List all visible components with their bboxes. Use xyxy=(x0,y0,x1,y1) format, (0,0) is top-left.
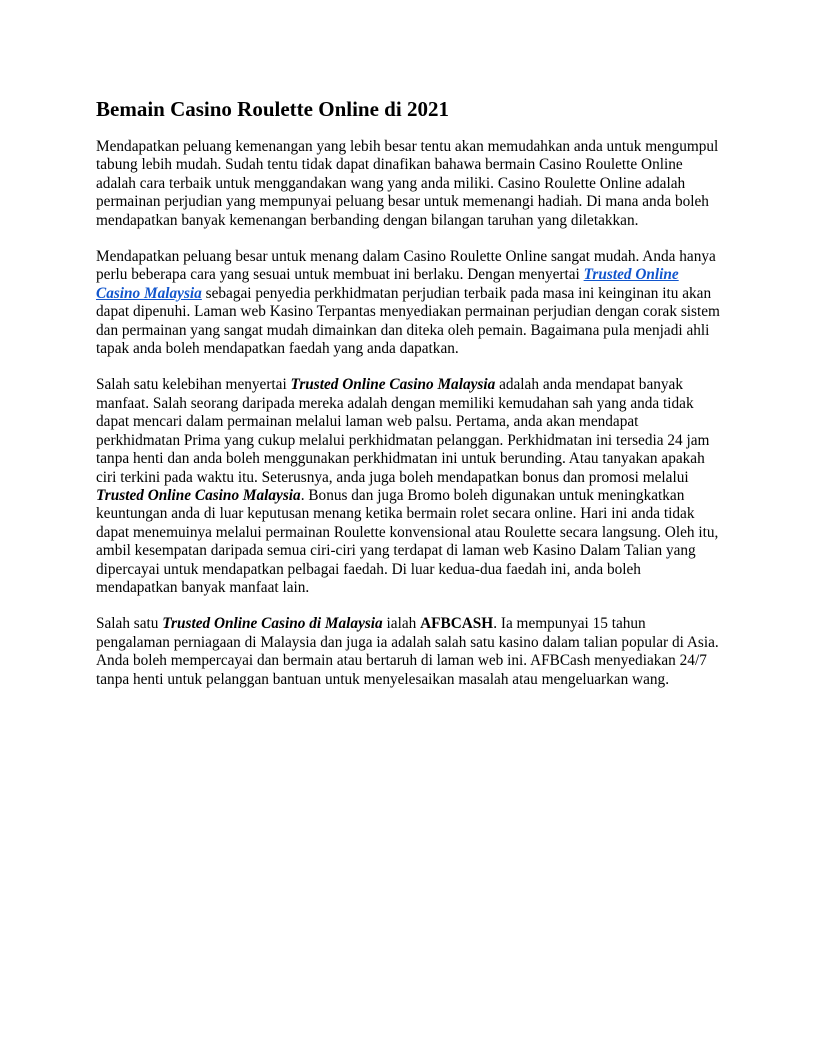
trusted-online-casino-malaysia-link[interactable]: Trusted Online Casino Malaysia xyxy=(96,266,679,302)
paragraph-3-text-3: . Bonus dan juga Bromo boleh digunakan untuk meningkatkan keuntungan anda di luar keputusan menang ketika bermain rolet secara online. Hari ini anda tidak dapat menemuinya melalui permainan Roulette konvensional atau Roulette secara langsung. Oleh itu, ambil kesempatan daripada semua ciri-ciri yang terdapat di laman web Kasino Dalam Talian yang dipercayai untuk mendapatkan pelbagai faedah. Di luar kedua-dua faedah ini, anda boleh mendapatkan banyak manfaat lain. xyxy=(96,486,719,596)
document-page xyxy=(96,96,720,707)
paragraph-4-text-2: ialah xyxy=(382,615,421,633)
paragraph-2-text-end: sebagai penyedia perkhidmatan perjudian terbaik pada masa ini keinginan itu akan dapat dipenuhi. Laman web Kasino Terpantas menyediakan permainan perjudian dengan corak sistem dan permainan yang sangat mudah dimainkan dan diteka oleh pemain. Bagaimana pula menjadi ahli tapak anda boleh mendapatkan faedah yang anda dapatkan. xyxy=(96,284,720,358)
paragraph-4-text-1: Salah satu xyxy=(96,615,163,633)
paragraph-3-text-1: Salah satu kelebihan menyertai xyxy=(96,376,291,394)
paragraph-3-text-2: adalah anda mendapat banyak manfaat. Salah seorang daripada mereka adalah dengan memiliki kemudahan sah yang anda tidak dapat mencari dalam permainan melalui laman web palsu. Pertama, anda akan mendapat perkhidmatan Prima yang cukup melalui perkhidmatan pelanggan. Perkhidmatan ini tersedia 24 jam tanpa henti dan anda boleh menggunakan perkhidmatan ini untuk berunding. Atau tanyakan apakah ciri terkini pada waktu itu. Seterusnya, anda juga boleh mendapatkan bonus dan promosi melalui xyxy=(96,376,710,486)
paragraph-4-text-3: . Ia mempunyai 15 tahun pengalaman perniagaan di Malaysia dan juga ia adalah salah satu kasino dalam talian popular di Asia. Anda boleh mempercayai dan bermain atau bertaruh di laman web ini. AFBCash menyediakan 24/7 tanpa henti untuk pelanggan bantuan untuk menyelesaikan masalah atau mengeluarkan wang. xyxy=(96,615,719,688)
paragraph-2-text-start: Mendapatkan peluang besar untuk menang dalam Casino Roulette Online sangat mudah. Anda hanya perlu beberapa cara yang sesuai untuk membuat ini berlaku. Dengan menyertai xyxy=(96,248,716,284)
paragraph-3-emphasis-1: Trusted Online Casino Malaysia xyxy=(290,376,496,394)
paragraph-1 xyxy=(96,138,720,230)
paragraph-2 xyxy=(96,248,720,358)
afbcash-brand-name: AFBCASH xyxy=(420,615,494,633)
paragraph-1-text: Mendapatkan peluang kemenangan yang lebih besar tentu akan memudahkan anda untuk mengumpul tabung lebih mudah. Sudah tentu tidak dapat dinafikan bahawa bermain Casino Roulette Online adalah cara terbaik untuk menggandakan wang yang anda miliki. Casino Roulette Online adalah permainan perjudian yang mempunyai peluang besar untuk memenangi hadiah. Di mana anda boleh mendapatkan banyak kemenangan berbanding dengan bilangan taruhan yang diletakkan. xyxy=(96,138,719,229)
paragraph-4-emphasis: Trusted Online Casino di Malaysia xyxy=(162,615,383,633)
page-title: Bemain Casino Roulette Online di 2021 xyxy=(96,97,449,121)
paragraph-4 xyxy=(96,615,720,689)
paragraph-3-emphasis-2: Trusted Online Casino Malaysia xyxy=(96,486,301,504)
paragraph-3 xyxy=(96,376,720,597)
